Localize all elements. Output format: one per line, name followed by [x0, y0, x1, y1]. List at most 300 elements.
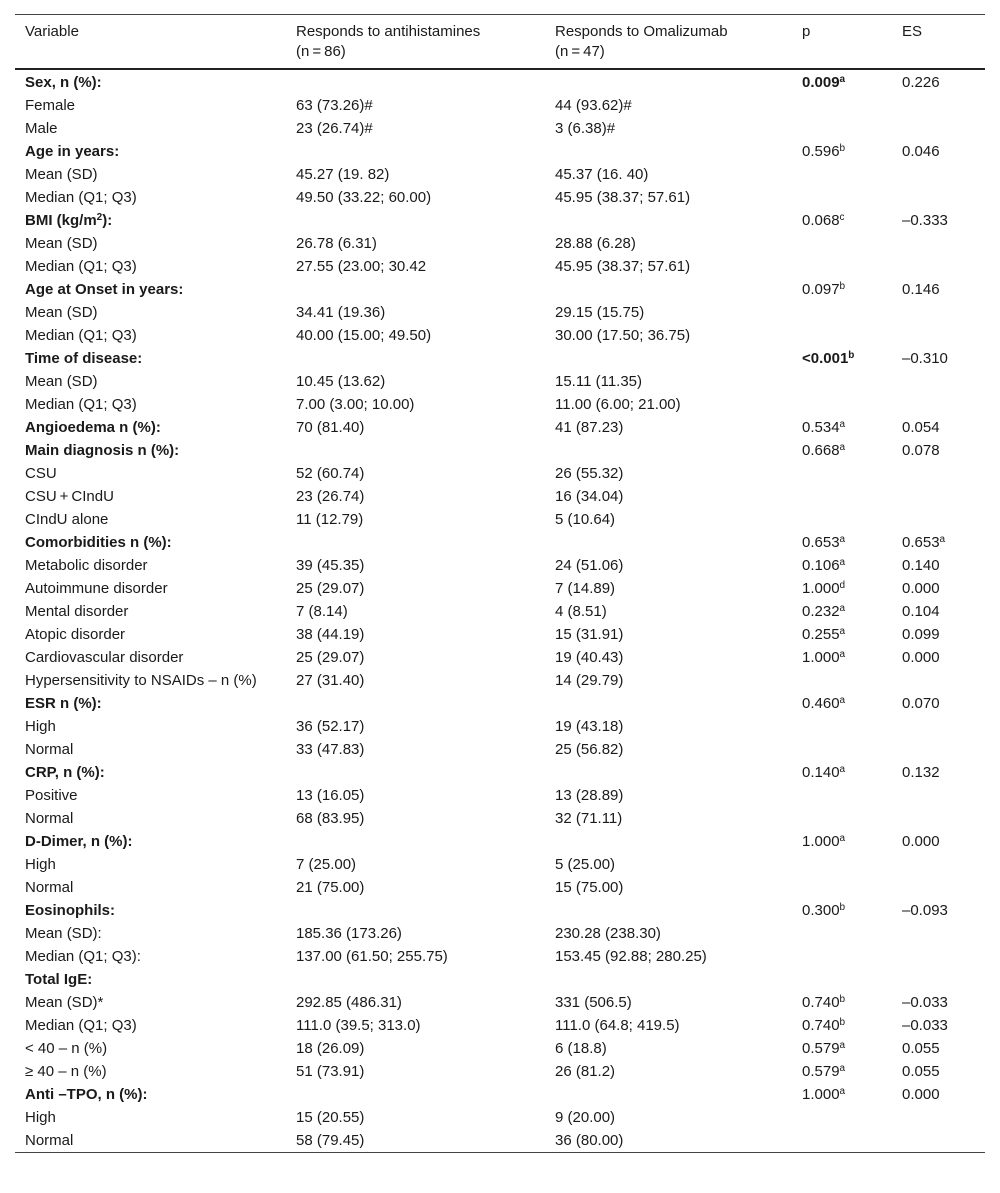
effect-size-text: –0.333: [902, 212, 948, 229]
cell-p-value: [792, 600, 892, 623]
cell-p-value: [792, 1129, 892, 1153]
p-value-test-marker: b: [839, 994, 846, 1005]
cell-antihistamines: 23 (26.74): [296, 488, 365, 505]
row-label-text: Positive: [25, 787, 78, 804]
cell-p-value: [792, 830, 892, 853]
row-group-label: [15, 761, 286, 784]
cell-effect-size: [892, 69, 985, 94]
p-value-text: 0.140: [802, 764, 840, 781]
header-antihistamines-label: Responds to antihistamines: [296, 23, 481, 40]
p-value-test-marker: b: [839, 902, 846, 913]
cell-omalizumab: 153.45 (92.88; 280.25): [555, 948, 707, 965]
p-value-test-marker: b: [839, 143, 846, 154]
cell-antihistamines: [286, 531, 545, 554]
cell-omalizumab: 29.15 (15.75): [555, 304, 645, 321]
row-label-text: BMI (kg/m: [25, 212, 97, 229]
cell-effect-size: [892, 715, 985, 738]
table-row: [15, 991, 985, 1014]
cell-p-value: [792, 163, 892, 186]
row-label: [15, 715, 286, 738]
row-label: [15, 1014, 286, 1037]
p-value-test-marker: a: [839, 1063, 846, 1074]
table-row: [15, 1106, 985, 1129]
row-label: [15, 232, 286, 255]
table-row: [15, 94, 985, 117]
cell-omalizumab: 7 (14.89): [555, 580, 616, 597]
row-label-text: Angioedema n (%):: [25, 419, 161, 436]
cell-antihistamines: 27.55 (23.00; 30.42: [296, 258, 427, 275]
p-value-text: 0.579: [802, 1063, 840, 1080]
cell-omalizumab: [545, 439, 792, 462]
cell-omalizumab: 30.00 (17.50; 36.75): [555, 327, 691, 344]
row-label-text: Normal: [25, 1132, 74, 1149]
row-label-text: Eosinophils:: [25, 902, 115, 919]
table-row: [15, 416, 985, 439]
row-label-text: Median (Q1; Q3): [25, 327, 137, 344]
row-label-text: Anti –TPO, n (%):: [25, 1086, 148, 1103]
cell-antihistamines: 40.00 (15.00; 49.50): [296, 327, 432, 344]
header-variable: [15, 15, 286, 70]
p-value-test-marker: a: [839, 626, 846, 637]
cell-p-value: [792, 692, 892, 715]
cell-omalizumab: 13 (28.89): [555, 787, 624, 804]
effect-size-text: 0.000: [902, 1086, 940, 1103]
row-label-text: High: [25, 718, 56, 735]
row-label-text: Autoimmune disorder: [25, 580, 168, 597]
p-value-text: 0.740: [802, 1017, 840, 1034]
row-group-label: [15, 209, 286, 232]
row-label: [15, 945, 286, 968]
header-antihistamines-n: (n = 86): [296, 43, 346, 60]
cell-omalizumab: 41 (87.23): [555, 419, 624, 436]
table-row: [15, 370, 985, 393]
cell-p-value: [792, 738, 892, 761]
cell-omalizumab: [545, 830, 792, 853]
cell-omalizumab: [545, 209, 792, 232]
results-table: [15, 14, 985, 1153]
row-group-label: [15, 416, 286, 439]
table-row: [15, 761, 985, 784]
effect-size-text: 0.104: [902, 603, 940, 620]
cell-effect-size: [892, 784, 985, 807]
p-value-text: 0.460: [802, 695, 840, 712]
cell-antihistamines: 11 (12.79): [296, 511, 364, 528]
table-row: [15, 347, 985, 370]
cell-omalizumab: 3 (6.38)#: [555, 120, 616, 137]
effect-size-marker: a: [939, 534, 946, 545]
row-label-text: Male: [25, 120, 58, 137]
cell-p-value: [792, 876, 892, 899]
cell-effect-size: [892, 761, 985, 784]
cell-antihistamines: [286, 278, 545, 301]
row-label: [15, 623, 286, 646]
results-table-container: [15, 14, 985, 1153]
cell-antihistamines: [286, 692, 545, 715]
cell-antihistamines: [286, 209, 545, 232]
cell-antihistamines: [286, 761, 545, 784]
row-label-text: Normal: [25, 879, 74, 896]
cell-p-value: [792, 393, 892, 416]
row-label: [15, 462, 286, 485]
row-label-text: Time of disease:: [25, 350, 143, 367]
p-value-test-marker: a: [839, 695, 846, 706]
cell-effect-size: [892, 186, 985, 209]
p-value-text: 0.668: [802, 442, 840, 459]
table-row: [15, 531, 985, 554]
p-value-text: <0.001: [802, 350, 849, 367]
cell-omalizumab: [545, 968, 792, 991]
effect-size-text: 0.078: [902, 442, 940, 459]
cell-effect-size: [892, 554, 985, 577]
row-label: [15, 1129, 286, 1153]
p-value-text: 0.232: [802, 603, 840, 620]
row-group-label: [15, 692, 286, 715]
row-label-text: High: [25, 1109, 56, 1126]
effect-size-text: –0.033: [902, 994, 948, 1011]
cell-antihistamines: 68 (83.95): [296, 810, 365, 827]
table-row: [15, 807, 985, 830]
cell-effect-size: [892, 577, 985, 600]
cell-antihistamines: 7 (25.00): [296, 856, 357, 873]
cell-antihistamines: [286, 1083, 545, 1106]
cell-antihistamines: 51 (73.91): [296, 1063, 365, 1080]
cell-p-value: [792, 508, 892, 531]
cell-p-value: [792, 186, 892, 209]
cell-p-value: [792, 117, 892, 140]
table-row: [15, 715, 985, 738]
table-row: [15, 508, 985, 531]
row-label-text: Total IgE:: [25, 971, 93, 988]
cell-antihistamines: 13 (16.05): [296, 787, 365, 804]
effect-size-text: 0.046: [902, 143, 940, 160]
table-row: [15, 577, 985, 600]
cell-effect-size: [892, 968, 985, 991]
effect-size-text: 0.054: [902, 419, 940, 436]
row-label-text: Atopic disorder: [25, 626, 126, 643]
cell-antihistamines: [286, 899, 545, 922]
cell-omalizumab: 15 (31.91): [555, 626, 624, 643]
p-value-test-marker: b: [839, 281, 846, 292]
row-label-text: Age in years:: [25, 143, 120, 160]
row-group-label: [15, 531, 286, 554]
cell-omalizumab: 5 (25.00): [555, 856, 616, 873]
row-label-text: CSU: [25, 465, 57, 482]
table-row: [15, 623, 985, 646]
p-value-test-marker: a: [839, 419, 846, 430]
effect-size-text: 0.055: [902, 1040, 940, 1057]
effect-size-text: 0.226: [902, 74, 940, 91]
cell-omalizumab: 26 (81.2): [555, 1063, 616, 1080]
cell-effect-size: [892, 439, 985, 462]
cell-antihistamines: 18 (26.09): [296, 1040, 365, 1057]
cell-p-value: [792, 462, 892, 485]
cell-effect-size: [892, 623, 985, 646]
row-label-suffix: ):: [102, 212, 113, 229]
cell-effect-size: [892, 140, 985, 163]
cell-omalizumab: [545, 347, 792, 370]
cell-antihistamines: 185.36 (173.26): [296, 925, 402, 942]
cell-p-value: [792, 646, 892, 669]
effect-size-text: 0.146: [902, 281, 940, 298]
effect-size-text: 0.000: [902, 580, 940, 597]
cell-omalizumab: [545, 531, 792, 554]
row-group-label: [15, 278, 286, 301]
row-label-text: < 40 – n (%): [25, 1040, 108, 1057]
table-row: [15, 669, 985, 692]
row-group-label: [15, 439, 286, 462]
cell-effect-size: [892, 485, 985, 508]
cell-p-value: [792, 945, 892, 968]
table-row: [15, 393, 985, 416]
p-value-test-marker: c: [839, 212, 845, 223]
cell-omalizumab: 25 (56.82): [555, 741, 624, 758]
row-label-text: Mean (SD): [25, 304, 98, 321]
row-label: [15, 301, 286, 324]
p-value-text: 1.000: [802, 580, 840, 597]
row-label-text: Median (Q1; Q3):: [25, 948, 141, 965]
cell-effect-size: [892, 853, 985, 876]
header-omalizumab-label: Responds to Omalizumab: [555, 23, 728, 40]
cell-antihistamines: 70 (81.40): [296, 419, 365, 436]
row-label: [15, 738, 286, 761]
cell-omalizumab: [545, 761, 792, 784]
table-row: [15, 163, 985, 186]
table-row: [15, 301, 985, 324]
row-label-text: Mean (SD):: [25, 925, 102, 942]
row-label: [15, 370, 286, 393]
cell-effect-size: [892, 991, 985, 1014]
row-label-text: Normal: [25, 741, 74, 758]
cell-effect-size: [892, 922, 985, 945]
cell-p-value: [792, 278, 892, 301]
cell-antihistamines: 137.00 (61.50; 255.75): [296, 948, 448, 965]
cell-omalizumab: 4 (8.51): [555, 603, 607, 620]
effect-size-text: 0.070: [902, 695, 940, 712]
cell-omalizumab: 9 (20.00): [555, 1109, 616, 1126]
p-value-text: 0.579: [802, 1040, 840, 1057]
table-row: [15, 69, 985, 94]
header-p-label: p: [802, 23, 811, 40]
table-row: [15, 1037, 985, 1060]
p-value-test-marker: a: [839, 534, 846, 545]
effect-size-text: –0.093: [902, 902, 948, 919]
row-group-label: [15, 1083, 286, 1106]
p-value-text: 0.255: [802, 626, 840, 643]
cell-antihistamines: 7.00 (3.00; 10.00): [296, 396, 415, 413]
cell-p-value: [792, 1037, 892, 1060]
cell-effect-size: [892, 876, 985, 899]
table-row: [15, 117, 985, 140]
p-value-test-marker: a: [839, 1086, 846, 1097]
cell-omalizumab: [545, 278, 792, 301]
cell-antihistamines: [286, 140, 545, 163]
cell-p-value: [792, 69, 892, 94]
row-label-text: Cardiovascular disorder: [25, 649, 184, 666]
p-value-test-marker: b: [839, 1017, 846, 1028]
table-row: [15, 1129, 985, 1153]
row-label-text: Female: [25, 97, 76, 114]
cell-omalizumab: [545, 692, 792, 715]
p-value-test-marker: d: [839, 580, 846, 591]
cell-effect-size: [892, 1060, 985, 1083]
row-label-text: Sex, n (%):: [25, 74, 102, 91]
row-label: [15, 669, 286, 692]
row-label-text: D-Dimer, n (%):: [25, 833, 133, 850]
cell-omalizumab: [545, 140, 792, 163]
table-row: [15, 485, 985, 508]
cell-effect-size: [892, 117, 985, 140]
cell-p-value: [792, 922, 892, 945]
row-label-text: CIndU alone: [25, 511, 109, 528]
table-row: [15, 324, 985, 347]
effect-size-text: 0.653: [902, 534, 940, 551]
row-label-text: Hypersensitivity to NSAIDs – n (%): [25, 672, 257, 689]
table-row: [15, 876, 985, 899]
p-value-test-marker: a: [839, 833, 846, 844]
effect-size-text: 0.000: [902, 649, 940, 666]
table-row: [15, 830, 985, 853]
table-header: [15, 15, 985, 70]
cell-omalizumab: 45.95 (38.37; 57.61): [555, 189, 691, 206]
cell-p-value: [792, 899, 892, 922]
cell-p-value: [792, 554, 892, 577]
cell-antihistamines: 38 (44.19): [296, 626, 365, 643]
cell-p-value: [792, 784, 892, 807]
cell-omalizumab: 28.88 (6.28): [555, 235, 636, 252]
cell-effect-size: [892, 1106, 985, 1129]
row-label-text: Comorbidities n (%):: [25, 534, 172, 551]
cell-effect-size: [892, 1037, 985, 1060]
row-label-superscript: 2: [96, 212, 103, 223]
cell-effect-size: [892, 163, 985, 186]
cell-effect-size: [892, 462, 985, 485]
p-value-test-marker: a: [839, 603, 846, 614]
cell-effect-size: [892, 255, 985, 278]
row-label: [15, 485, 286, 508]
cell-p-value: [792, 439, 892, 462]
cell-antihistamines: 25 (29.07): [296, 580, 365, 597]
row-label: [15, 784, 286, 807]
table-row: [15, 945, 985, 968]
row-label: [15, 324, 286, 347]
p-value-text: 0.068: [802, 212, 840, 229]
cell-antihistamines: 52 (60.74): [296, 465, 365, 482]
cell-antihistamines: 111.0 (39.5; 313.0): [296, 1017, 421, 1034]
cell-antihistamines: 49.50 (33.22; 60.00): [296, 189, 432, 206]
row-label: [15, 508, 286, 531]
row-label-text: Median (Q1; Q3): [25, 396, 137, 413]
table-row: [15, 600, 985, 623]
row-label: [15, 807, 286, 830]
cell-p-value: [792, 1060, 892, 1083]
p-value-text: 0.653: [802, 534, 840, 551]
cell-p-value: [792, 968, 892, 991]
header-omalizumab: [545, 15, 792, 70]
table-row: [15, 922, 985, 945]
cell-effect-size: [892, 278, 985, 301]
p-value-text: 0.097: [802, 281, 840, 298]
cell-p-value: [792, 347, 892, 370]
cell-p-value: [792, 623, 892, 646]
cell-effect-size: [892, 692, 985, 715]
effect-size-text: 0.140: [902, 557, 940, 574]
cell-effect-size: [892, 324, 985, 347]
p-value-test-marker: a: [839, 649, 846, 660]
cell-antihistamines: [286, 69, 545, 94]
cell-effect-size: [892, 1014, 985, 1037]
cell-antihistamines: 34.41 (19.36): [296, 304, 386, 321]
effect-size-text: 0.132: [902, 764, 940, 781]
row-group-label: [15, 968, 286, 991]
header-omalizumab-n: (n = 47): [555, 43, 605, 60]
cell-p-value: [792, 416, 892, 439]
cell-omalizumab: 230.28 (238.30): [555, 925, 661, 942]
header-row: [15, 15, 985, 70]
cell-p-value: [792, 485, 892, 508]
cell-antihistamines: 39 (45.35): [296, 557, 365, 574]
cell-omalizumab: 32 (71.11): [555, 810, 623, 827]
cell-p-value: [792, 255, 892, 278]
cell-antihistamines: [286, 347, 545, 370]
cell-antihistamines: 33 (47.83): [296, 741, 365, 758]
cell-effect-size: [892, 393, 985, 416]
effect-size-text: 0.055: [902, 1063, 940, 1080]
row-label-text: Main diagnosis n (%):: [25, 442, 180, 459]
cell-omalizumab: 26 (55.32): [555, 465, 624, 482]
row-label: [15, 255, 286, 278]
p-value-text: 1.000: [802, 833, 840, 850]
cell-effect-size: [892, 508, 985, 531]
cell-antihistamines: 36 (52.17): [296, 718, 365, 735]
effect-size-text: 0.099: [902, 626, 940, 643]
cell-effect-size: [892, 301, 985, 324]
p-value-test-marker: a: [839, 557, 846, 568]
cell-omalizumab: 24 (51.06): [555, 557, 624, 574]
row-label: [15, 1037, 286, 1060]
cell-p-value: [792, 370, 892, 393]
row-label-text: CRP, n (%):: [25, 764, 105, 781]
table-row: [15, 462, 985, 485]
table-body: [15, 69, 985, 1153]
cell-effect-size: [892, 646, 985, 669]
row-label: [15, 1060, 286, 1083]
row-label: [15, 600, 286, 623]
table-row: [15, 692, 985, 715]
cell-effect-size: [892, 830, 985, 853]
table-row: [15, 853, 985, 876]
cell-p-value: [792, 807, 892, 830]
header-antihistamines: [286, 15, 545, 70]
cell-antihistamines: 58 (79.45): [296, 1132, 365, 1149]
cell-effect-size: [892, 370, 985, 393]
row-label: [15, 1106, 286, 1129]
row-group-label: [15, 69, 286, 94]
row-label-text: CSU + CIndU: [25, 488, 114, 505]
cell-omalizumab: 44 (93.62)#: [555, 97, 632, 114]
cell-p-value: [792, 1083, 892, 1106]
row-label: [15, 554, 286, 577]
row-group-label: [15, 140, 286, 163]
row-label-text: Mean (SD): [25, 373, 98, 390]
row-label: [15, 393, 286, 416]
row-label: [15, 876, 286, 899]
table-row: [15, 255, 985, 278]
cell-antihistamines: 292.85 (486.31): [296, 994, 402, 1011]
p-value-text: 0.596: [802, 143, 840, 160]
cell-p-value: [792, 140, 892, 163]
p-value-test-marker: a: [839, 764, 846, 775]
table-row: [15, 784, 985, 807]
